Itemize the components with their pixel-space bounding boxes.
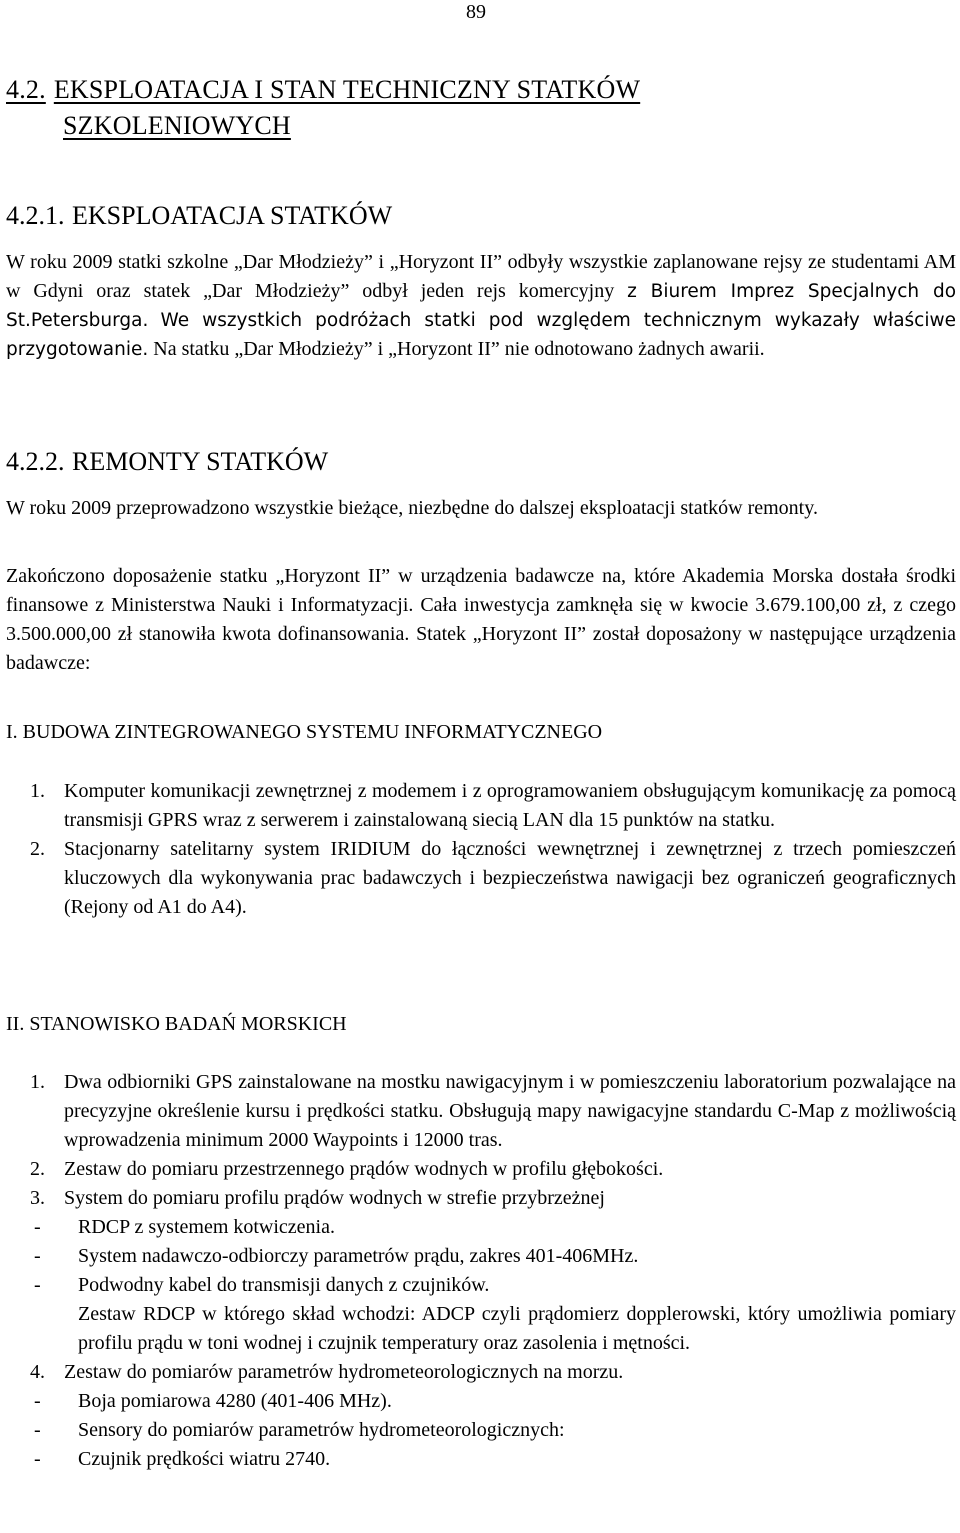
subsection-title: EKSPLOATACJA STATKÓW — [72, 201, 393, 230]
list-item-text: RDCP z systemem kotwiczenia. — [78, 1216, 335, 1238]
list-item-text: Podwodny kabel do transmisji danych z czujników. — [78, 1274, 490, 1296]
subsection-number: 4.2.1. — [6, 201, 65, 230]
subsection-heading-1 — [6, 198, 392, 234]
list-item — [30, 1242, 956, 1271]
subsection-heading-2 — [6, 444, 328, 480]
paragraph-text: W roku 2009 statki szkolne „Dar Młodzieży” i „Horyzont II” odbyły wszystkie zaplanowane rejsy ze studentami AM w Gdyni oraz statek „Dar Młodzieży” odbył jeden rejs komercyjny — [6, 251, 956, 302]
list-item — [30, 1184, 956, 1213]
page-number: 89 — [466, 1, 486, 23]
section-title-line1: EKSPLOATACJA I STAN TECHNICZNY STATKÓW — [53, 75, 641, 104]
list-item — [30, 1445, 956, 1474]
list-item-text: Zestaw do pomiaru przestrzennego prądów wodnych w profilu głębokości. — [64, 1158, 664, 1180]
list-item-text: System nadawczo-odbiorczy parametrów prądu, zakres 401-406MHz. — [78, 1245, 639, 1267]
list-marker: 1. — [30, 780, 45, 802]
list-item — [30, 1068, 956, 1155]
paragraph-text: Zakończono doposażenie statku „Horyzont II” w urządzenia badawcze na, które Akademia Morska dostała środki finansowe z Ministerstwa Nauki i Informatyzacji. Cała inwestycja zamknęła się w kwocie 3.679.100,00 zł, z czego 3.500.000,00 zł stanowiła kwota dofinansowania. — [6, 565, 956, 645]
paragraph-text-sans: z Biurem Imprez Specjalnych do St.Petersburga. — [6, 281, 957, 331]
list-item — [30, 1271, 956, 1300]
paragraph-repairs: W roku 2009 przeprowadzono wszystkie bieżące, niezbędne do dalszej eksploatacji statków remonty. — [6, 497, 818, 519]
list-item-text: Zestaw do pomiarów parametrów hydrometeorologicznych na morzu. — [64, 1361, 624, 1383]
list-marker: 3. — [30, 1187, 45, 1209]
list-item — [30, 1358, 956, 1387]
list-item-text: Dwa odbiorniki GPS zainstalowane na mostku nawigacyjnym i w pomieszczeniu laboratorium pozwalające na precyzyjne określenie kursu i prędkości statku. Obsługują mapy nawigacyjne standardu C-Map z możliwością wprowadzenia minimum 2000 Waypoints i 12000 tras. — [64, 1071, 956, 1151]
list-item — [30, 1387, 956, 1416]
section-heading — [6, 72, 796, 144]
section-number: 4.2. — [6, 75, 46, 104]
list-marker: 2. — [30, 1158, 45, 1180]
list-item-text: Czujnik prędkości wiatru 2740. — [78, 1448, 331, 1470]
part2-heading: II. STANOWISKO BADAŃ MORSKICH — [6, 1013, 347, 1035]
list-item — [30, 1416, 956, 1445]
list-marker: - — [34, 1419, 41, 1441]
list-item-text: Zestaw RDCP w którego skład wchodzi: ADCP czyli prądomierz dopplerowski, który umożliwia pomiary profilu prądu w toni wodnej i czujnik temperatury oraz zasolenia i mętności. — [78, 1303, 956, 1354]
paragraph-text-2: Statek „Horyzont II” został doposażony w następujące urządzenia badawcze: — [6, 623, 957, 674]
list-item — [30, 1155, 956, 1184]
list-item-text: Sensory do pomiarów parametrów hydrometeorologicznych: — [78, 1419, 565, 1441]
subsection-number: 4.2.2. — [6, 447, 65, 476]
list-marker: - — [34, 1216, 41, 1238]
list-item — [30, 777, 956, 835]
list-marker: 1. — [30, 1071, 45, 1093]
list-item-text: Stacjonarny satelitarny system IRIDIUM do łączności wewnętrznej i zewnętrznej z trzech pomieszczeń kluczowych dla wykonywania prac badawczych i bezpieczeństwa nawigacji bez ograniczeń geograficznych (Rejony od A1 do A4). — [64, 838, 956, 918]
part1-list — [30, 777, 956, 922]
list-marker: - — [34, 1274, 41, 1296]
paragraph-text-2: Na statku „Dar Młodzieży” i „Horyzont II” nie odnotowano żadnych awarii. — [153, 338, 765, 360]
list-item — [30, 1213, 956, 1242]
paragraph-text-sans-2: We wszystkich podróżach statki pod względem technicznym wykazały właściwe przygotowanie. — [6, 310, 956, 360]
part2-list — [30, 1068, 956, 1474]
section-title-line2: SZKOLENIOWYCH — [63, 111, 291, 140]
subsection-title: REMONTY STATKÓW — [72, 447, 329, 476]
list-item-text: Boja pomiarowa 4280 (401-406 MHz). — [78, 1390, 392, 1412]
list-item — [30, 835, 956, 922]
paragraph-operations — [6, 248, 956, 364]
list-item-text: System do pomiaru profilu prądów wodnych w strefie przybrzeżnej — [64, 1187, 605, 1209]
list-marker: - — [34, 1390, 41, 1412]
list-marker: - — [34, 1245, 41, 1267]
list-marker: - — [34, 1448, 41, 1470]
part1-heading: I. BUDOWA ZINTEGROWANEGO SYSTEMU INFORMATYCZNEGO — [6, 721, 603, 743]
list-marker: 2. — [30, 838, 45, 860]
list-item-text: Komputer komunikacji zewnętrznej z modemem i z oprogramowaniem obsługującym komunikację za pomocą transmisji GPRS wraz z serwerem i zainstalowaną siecią LAN dla 15 punktów na statku. — [64, 780, 956, 831]
list-item — [30, 1300, 956, 1358]
paragraph-equipment — [6, 562, 956, 678]
list-marker: 4. — [30, 1361, 45, 1383]
